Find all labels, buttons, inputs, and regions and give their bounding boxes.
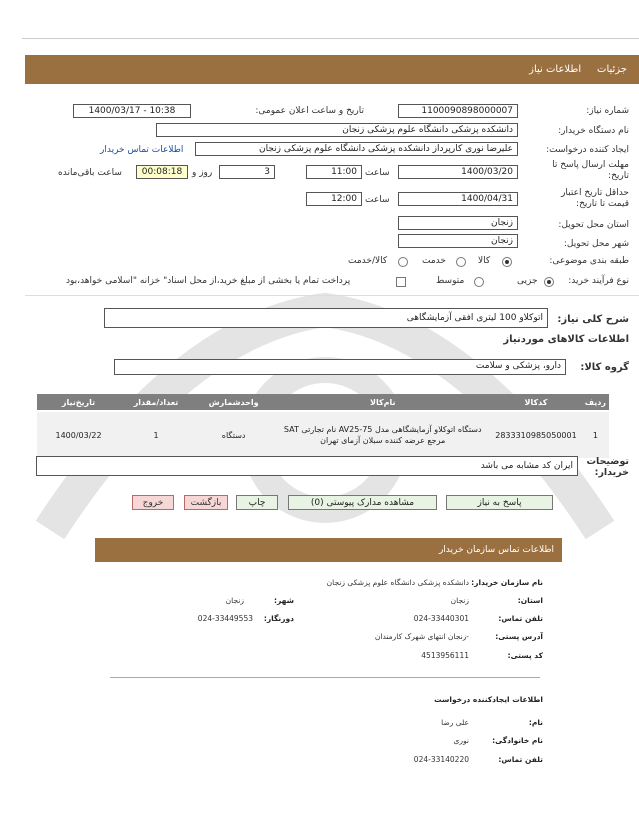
- radio-service[interactable]: [456, 257, 466, 267]
- contact-phone-value: 024-33440301: [413, 614, 469, 623]
- tab-details[interactable]: جزئیات: [597, 64, 627, 75]
- group-field: دارو، پزشکی و سلامت: [114, 359, 566, 375]
- buyer-notes-label: توضیحات خریدار:: [586, 456, 629, 478]
- need-number-field: 1100090898000007: [398, 104, 518, 118]
- contact-fax-label: دورنگار:: [263, 614, 294, 623]
- radio-medium-label: متوسط: [436, 276, 465, 286]
- contact-address-label: آدرس پستی:: [495, 632, 543, 641]
- th-date: تاریخ‌نیاز: [37, 394, 120, 411]
- contact-address-value: -زنجان انتهای شهرک کارمندان: [374, 632, 469, 641]
- contact-phone-label: تلفن تماس:: [498, 614, 543, 623]
- buyer-notes-field: ایران کد مشابه می باشد: [36, 456, 578, 476]
- th-name: نام‌کالا: [275, 394, 490, 411]
- creator-phone-value: 024-33140220: [413, 755, 469, 764]
- contact-fax-value: 024-33449553: [197, 614, 253, 623]
- top-divider: [22, 38, 639, 39]
- radio-goods-label: کالا: [478, 256, 491, 266]
- org-name-value: دانشکده پزشکی دانشگاه علوم پزشکی زنجان: [326, 578, 469, 587]
- validity-time-field: 12:00: [306, 192, 362, 206]
- group-label: گروه کالا:: [580, 362, 629, 373]
- radio-service-label: خدمت: [422, 256, 446, 266]
- cell-qty: 1: [120, 411, 192, 458]
- creator-last-name-value: نوری: [453, 736, 469, 745]
- province-label: استان محل تحویل:: [558, 220, 629, 230]
- announce-label: تاریخ و ساعت اعلان عمومی:: [255, 106, 364, 116]
- contact-province-value: زنجان: [450, 596, 469, 605]
- validity-label: حداقل تاریخ اعتبار قیمت تا تاریخ:: [561, 188, 629, 209]
- contact-postal-label: کد پستی:: [507, 651, 543, 660]
- contact-postal-value: 4513956111: [421, 651, 469, 660]
- cell-date: 1400/03/22: [37, 411, 120, 458]
- announce-field: 1400/03/17 - 10:38: [73, 104, 191, 118]
- th-row: ردیف: [582, 394, 609, 411]
- category-label: طبقه بندی موضوعی:: [549, 256, 629, 266]
- reply-button[interactable]: پاسخ به نیاز: [446, 495, 553, 510]
- th-qty: تعداد/مقدار: [120, 394, 192, 411]
- remaining-timer: 00:08:18: [136, 165, 188, 179]
- radio-goods-service-label: کالا/خدمت: [348, 256, 388, 266]
- header-bar: [25, 55, 639, 84]
- deadline-date-field: 1400/03/20: [398, 165, 518, 179]
- goods-table: [37, 394, 609, 458]
- days-field: 3: [219, 165, 275, 179]
- buyer-label: نام دستگاه خریدار:: [558, 126, 629, 136]
- contact-title: اطلاعات تماس سازمان خریدار: [438, 545, 554, 555]
- days-label: روز و: [192, 168, 213, 178]
- summary-label: شرح کلی نیاز:: [557, 314, 629, 325]
- creator-last-name-label: نام خانوادگی:: [492, 736, 543, 745]
- cell-row: 1: [582, 411, 609, 458]
- buyer-contact-link[interactable]: اطلاعات تماس خریدار: [100, 145, 184, 155]
- creator-first-name-label: نام:: [528, 718, 543, 727]
- province-field: زنجان: [398, 216, 518, 230]
- contact-province-label: استان:: [517, 596, 543, 605]
- radio-medium[interactable]: [474, 277, 484, 287]
- radio-goods-service[interactable]: [398, 257, 408, 267]
- exit-button[interactable]: خروج: [132, 495, 174, 510]
- creator-field: علیرضا نوری کارپرداز دانشکده پزشکی دانشگاه علوم پزشکی زنجان: [195, 142, 518, 156]
- cell-code: 2833310985050001: [490, 411, 582, 458]
- back-button[interactable]: بازگشت: [184, 495, 228, 510]
- deadline-time-label: ساعت: [365, 168, 390, 178]
- process-label: نوع فرآیند خرید:: [568, 276, 629, 286]
- radio-goods[interactable]: [502, 257, 512, 267]
- contact-city-label: شهر:: [274, 596, 294, 605]
- org-name-label: نام سازمان خریدار:: [471, 578, 543, 587]
- deadline-time-field: 11:00: [306, 165, 362, 179]
- validity-time-label: ساعت: [365, 195, 390, 205]
- remaining-label: ساعت باقی‌مانده: [58, 168, 122, 178]
- contact-header: [95, 538, 562, 562]
- deadline-label: مهلت ارسال پاسخ تا تاریخ:: [552, 160, 629, 181]
- summary-field: اتوکلاو 100 لیتری افقی آزمایشگاهی: [104, 308, 548, 328]
- radio-partial[interactable]: [544, 277, 554, 287]
- attachments-button[interactable]: مشاهده مدارک پیوستی (0): [288, 495, 437, 510]
- city-field: زنجان: [398, 234, 518, 248]
- contact-city-value: زنجان: [225, 596, 244, 605]
- creator-label: ایجاد کننده درخواست:: [546, 145, 629, 155]
- validity-date-field: 1400/04/31: [398, 192, 518, 206]
- creator-phone-label: تلفن تماس:: [498, 755, 543, 764]
- cell-unit: دستگاه: [192, 411, 275, 458]
- radio-partial-label: جزیی: [517, 276, 538, 286]
- creator-heading: اطلاعات ایجادکننده درخواست: [434, 695, 543, 704]
- section-divider: [25, 295, 639, 296]
- table-row: [37, 411, 609, 458]
- city-label: شهر محل تحویل:: [563, 239, 629, 249]
- tab-need-info[interactable]: اطلاعات نیاز: [529, 64, 582, 75]
- payment-note: پرداخت تمام یا بخشی از مبلغ خرید،از محل اسناد" خزانه "اسلامی خواهد،بود: [66, 276, 351, 286]
- cell-name: دستگاه اتوکلاو آزمایشگاهی مدل AV25-75 نام تجارتی SAT مرجع عرضه کننده سبلان آزمای تهران: [275, 411, 490, 458]
- print-button[interactable]: چاپ: [236, 495, 278, 510]
- th-code: کدکالا: [490, 394, 582, 411]
- treasury-checkbox[interactable]: [396, 277, 406, 287]
- creator-first-name-value: علی رضا: [441, 718, 469, 727]
- contact-divider: [110, 677, 540, 678]
- th-unit: واحدشمارش: [192, 394, 275, 411]
- buyer-field: دانشکده پزشکی دانشگاه علوم پزشکی زنجان: [156, 123, 518, 137]
- need-number-label: شماره نیاز:: [586, 106, 629, 116]
- goods-heading: اطلاعات کالاهای موردنیاز: [503, 334, 629, 345]
